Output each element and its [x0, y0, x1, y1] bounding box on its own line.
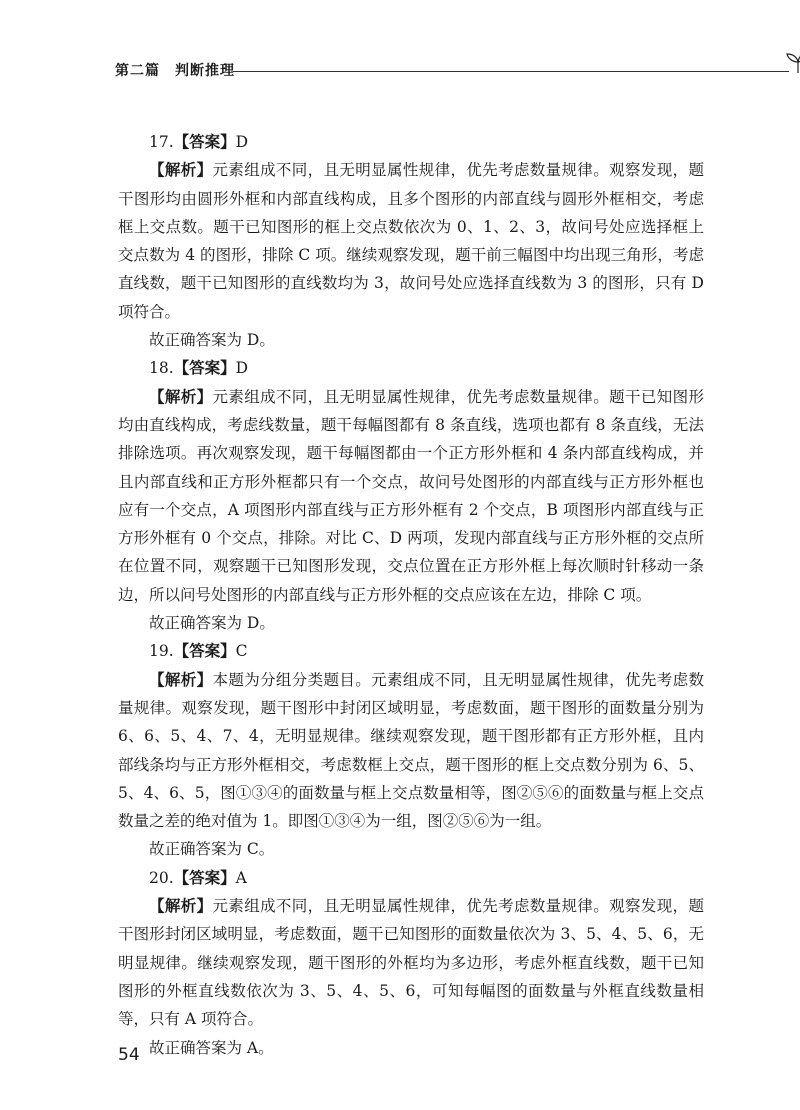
conclusion: 故正确答案为 A。	[149, 1038, 274, 1057]
conclusion: 故正确答案为 D。	[149, 331, 275, 350]
question-number: 19.	[149, 642, 174, 661]
answer-label: 【答案】	[173, 642, 236, 661]
question-number: 18.	[149, 359, 174, 378]
analysis-text: 元素组成不同，且无明显属性规律，优先考虑数量规律。观察发现，题干图形均由圆形外框和内部直线构成，且多个图形的内部直线与圆形外框相交，考虑框上交点数。题干已知图形的框上交点数依次为 0、1、2、3，故问号处应选择框上交点数为 4 的图形，排除 C 项。继续观察发现，题干前三幅图中均出现三角形，考虑直线数，题干已知图形的直线数均为 3，故问号处应选择直线数为 3 的图形，只有 D 项符合。	[118, 161, 704, 321]
answer-heading	[118, 128, 704, 156]
answer-label: 【答案】	[173, 868, 236, 887]
conclusion: 故正确答案为 C。	[149, 840, 275, 859]
analysis-text: 元素组成不同，且无明显属性规律，优先考虑数量规律。题干已知图形均由直线构成，考虑线数量，题干每幅图都有 8 条直线，选项也都有 8 条直线，无法排除选项。再次观察发现，题干每幅图都由一个正方形外框和 4 条内部直线构成，并且内部直线和正方形外框都只有一个交点，故问号处图形的内部直线与正方形外框也应有一个交点，A 项图形内部直线与正方形外框有 2 个交点，B 项图形内部直线与正方形外框有 0 个交点，排除。对比 C、D 两项，发现内部直线与正方形外框的交点所在位置不同，观察题干已知图形发现，交点位置在正方形外框上每次顺时针移动一条边，所以问号处图形的内部直线与正方形外框的交点应该在左边，排除 C 项。	[118, 387, 704, 604]
sprout-icon	[783, 52, 800, 74]
analysis-label: 【解析】	[149, 897, 213, 916]
answer-value: A	[235, 868, 247, 887]
analysis-label: 【解析】	[149, 387, 213, 406]
answer-label: 【答案】	[173, 133, 236, 151]
header-rule	[233, 71, 789, 72]
question-number: 20.	[149, 868, 174, 887]
analysis-paragraph	[118, 156, 704, 326]
answer-value: C	[235, 642, 248, 661]
analysis-paragraph	[118, 892, 704, 1033]
analysis-text: 元素组成不同，且无明显属性规律，优先考虑数量规律。观察发现，题干图形封闭区域明显，考虑数面，题干已知图形的面数量依次为 3、5、4、5、6，无明显规律。继续观察发现，题干图形的外框均为多边形，考虑外框直线数，题干已知图形的外框直线数依次为 3、5、4、5、6，可知每幅图的面数量与外框直线数量相等，只有 A 项符合。	[118, 897, 704, 1029]
page-number: 54	[118, 1045, 140, 1065]
analysis-label: 【解析】	[149, 161, 213, 180]
answer-value: D	[235, 359, 249, 378]
answer-label: 【答案】	[173, 359, 236, 378]
answer-content	[118, 128, 704, 1062]
conclusion: 故正确答案为 D。	[149, 614, 275, 633]
analysis-paragraph	[118, 383, 704, 609]
chapter-title: 第二篇 判断推理	[115, 63, 235, 79]
answer-heading	[118, 354, 704, 382]
analysis-text: 本题为分组分类题目。元素组成不同，且无明显属性规律，优先考虑数量规律。观察发现，题干图形中封闭区域明显，考虑数面，题干图形的面数量分别为 6、6、5、4、7、4，无明显规律。继续观察发现，题干图形都有正方形外框，且内部线条均与正方形外框相交，考虑数框上交点，题干图形的框上交点数分别为 6、5、5、4、6、5，图①③④的面数量与框上交点数量相等，图②⑤⑥的面数量与框上交点数量之差的绝对值为 1。即图①③④为一组，图②⑤⑥为一组。	[118, 670, 704, 831]
page-header	[115, 58, 705, 86]
answer-heading	[118, 864, 704, 892]
answer-heading	[118, 637, 704, 665]
analysis-paragraph	[118, 666, 704, 836]
answer-value: D	[235, 133, 249, 151]
analysis-label: 【解析】	[149, 670, 213, 689]
question-number: 17.	[149, 133, 174, 151]
